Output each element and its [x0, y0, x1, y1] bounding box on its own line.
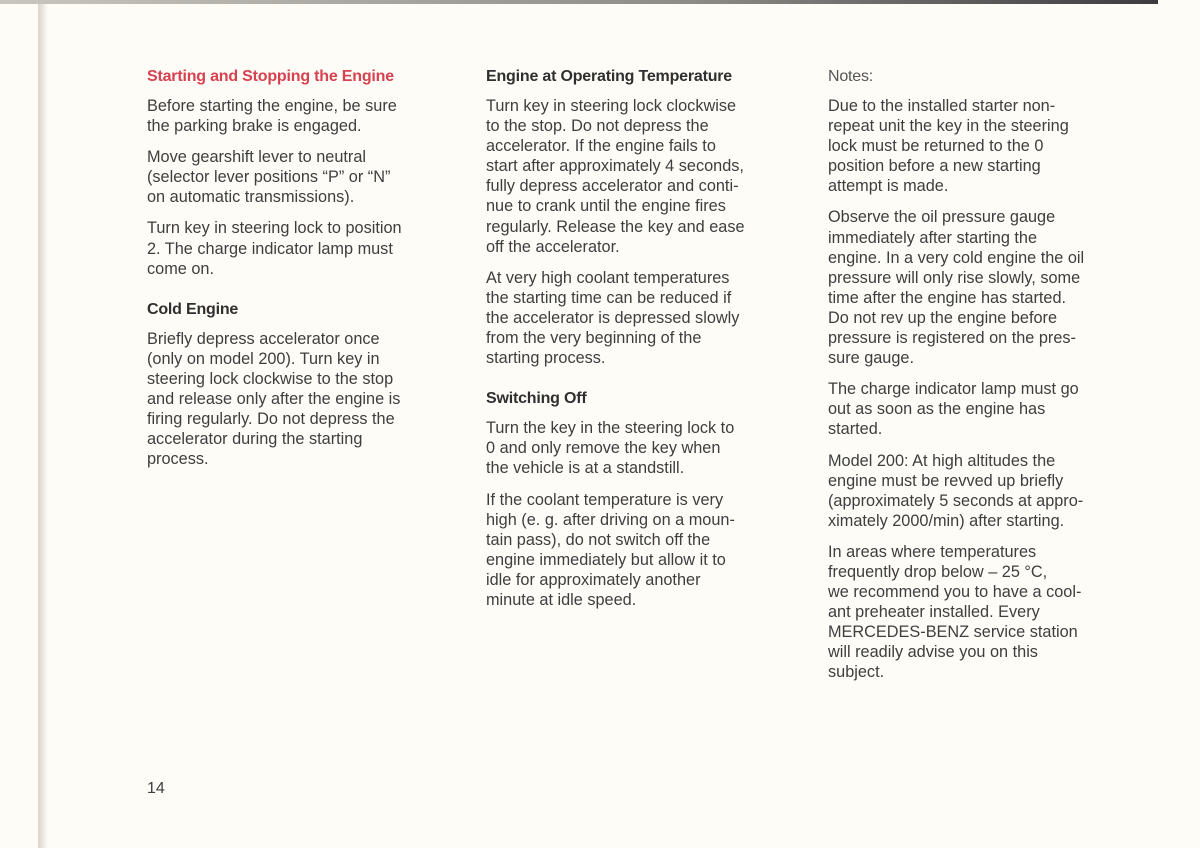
- page-top-edge: [0, 0, 1158, 4]
- paragraph: At very high coolant temperatures the starting time can be reduced if the accelerator is depressed slowly from the very beginning of the starting process.: [486, 268, 740, 368]
- paragraph: Briefly depress accelerator once (only on model 200). Turn key in steering lock clockwise to the stop and release only after the engine is firing regularly. Do not depress the accelerator during the starting process.: [147, 329, 401, 469]
- subheading-switching-off: Switching Off: [486, 390, 587, 408]
- paragraph: Turn the key in the steering lock to 0 and only remove the key when the vehicle is at a standstill.: [486, 419, 735, 478]
- column-operating-temperature: [486, 67, 816, 621]
- paragraph: Observe the oil pressure gauge immediately after starting the engine. In a very cold engine the oil pressure will only rise slowly, some time after the engine has started. Do not rev up the engine before pressure is registered on the pres- sure gauge.: [828, 208, 1085, 368]
- paragraph: Before starting the engine, be sure the parking brake is engaged.: [147, 97, 397, 136]
- section-heading: Starting and Stopping the Engine: [147, 68, 394, 85]
- paragraph: Due to the installed starter non- repeat unit the key in the steering lock must be returned to the 0 position before a new starting attempt is made.: [828, 97, 1069, 196]
- section-heading: Engine at Operating Temperature: [486, 68, 732, 85]
- paragraph: Turn key in steering lock to position 2. The charge indicator lamp must come on.: [147, 219, 402, 278]
- paragraph: If the coolant temperature is very high (e. g. after driving on a moun- tain pass), do not switch off the engine immediately but allow it to idle for approximately another minute at idle speed.: [486, 490, 735, 609]
- paragraph: Turn key in steering lock clockwise to the stop. Do not depress the accelerator. If the engine fails to start after approximately 4 seconds, fully depress accelerator and conti- nue to crank until the engine fires regularly. Release the key and ease off the accelerator.: [486, 97, 745, 256]
- paragraph: Move gearshift lever to neutral (selector lever positions “P” or “N” on automatic transmissions).: [147, 148, 391, 207]
- paragraph: In areas where temperatures frequently drop below – 25 °C, we recommend you to have a cool- ant preheater installed. Every MERCEDES-BENZ service station will readily advise you on this subject.: [828, 542, 1082, 682]
- column-starting-stopping: [147, 67, 477, 480]
- column-notes: [828, 67, 1158, 694]
- notes-heading: Notes:: [828, 68, 874, 85]
- subheading-cold-engine: Cold Engine: [147, 300, 239, 318]
- paragraph: Model 200: At high altitudes the engine must be revved up briefly (approximately 5 seconds at appro- ximately 2000/min) after starting.: [828, 451, 1084, 530]
- page-binding-shadow: [38, 0, 48, 848]
- page-number: 14: [147, 780, 165, 797]
- paragraph: The charge indicator lamp must go out as soon as the engine has started.: [828, 380, 1079, 439]
